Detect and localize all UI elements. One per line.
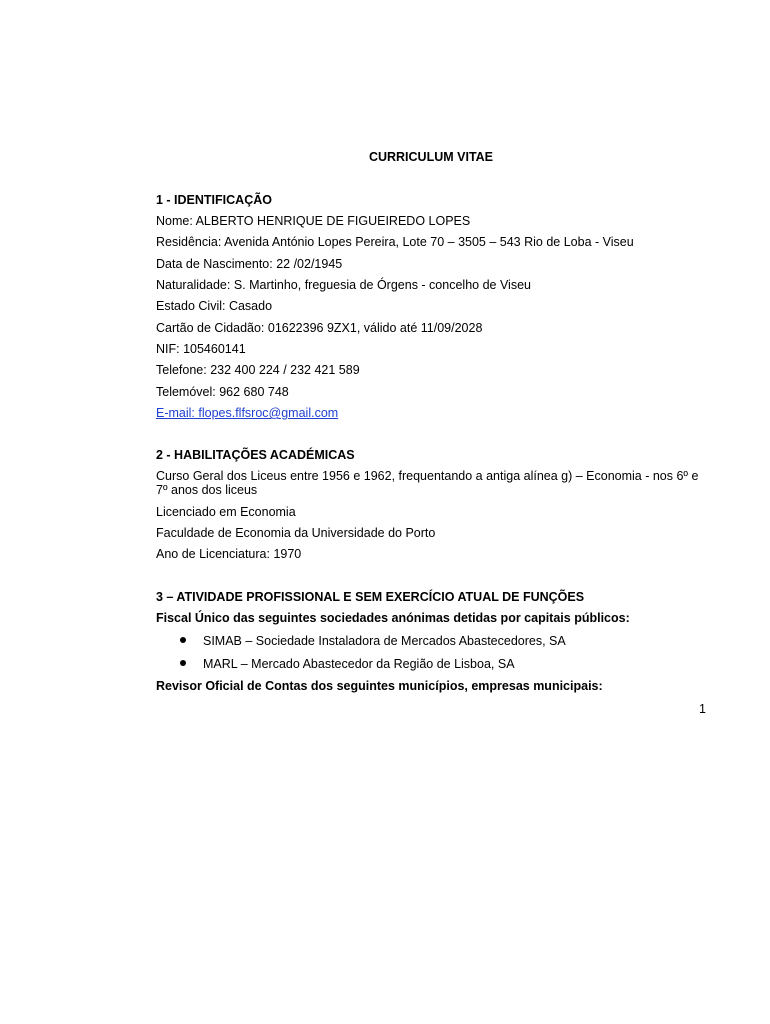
identification-civil-status: Estado Civil: Casado — [156, 299, 273, 313]
section-3-subheading: Fiscal Único das seguintes sociedades anónimas detidas por capitais públicos: — [156, 611, 630, 625]
identification-birthplace: Naturalidade: S. Martinho, freguesia de Órgens - concelho de Viseu — [156, 278, 531, 292]
identification-birthdate: Data de Nascimento: 22 /02/1945 — [156, 257, 343, 271]
email-link[interactable]: E-mail: flopes.flfsroc@gmail.com — [156, 406, 339, 420]
identification-phone: Telefone: 232 400 224 / 232 421 589 — [156, 363, 360, 377]
section-2-heading: 2 - HABILITAÇÕES ACADÉMICAS — [156, 448, 355, 462]
academic-graduation-year: Ano de Licenciatura: 1970 — [156, 547, 302, 561]
bullet-dot — [180, 660, 186, 666]
page-number: 1 — [699, 702, 706, 716]
academic-faculty: Faculdade de Economia da Universidade do Porto — [156, 526, 436, 540]
section-3-heading: 3 – ATIVIDADE PROFISSIONAL E SEM EXERCÍCIO ATUAL DE FUNÇÕES — [156, 590, 585, 604]
academic-degree: Licenciado em Economia — [156, 505, 296, 519]
document-title: CURRICULUM VITAE — [368, 150, 494, 164]
identification-nif: NIF: 105460141 — [156, 342, 246, 356]
identification-citizen-card: Cartão de Cidadão: 01622396 9ZX1, válido até 11/09/2028 — [156, 321, 483, 335]
bullet-dot — [180, 637, 186, 643]
identification-name: Nome: ALBERTO HENRIQUE DE FIGUEIREDO LOPES — [156, 214, 471, 228]
academic-high-school: Curso Geral dos Liceus entre 1956 e 1962, frequentando a antiga alínea g) – Economia - nos 6º e 7º anos dos liceus — [156, 469, 699, 497]
bullet-item-simab: SIMAB – Sociedade Instaladora de Mercados Abastecedores, SA — [203, 634, 566, 648]
bullet-item-marl: MARL – Mercado Abastecedor da Região de Lisboa, SA — [203, 657, 515, 671]
identification-mobile: Telemóvel: 962 680 748 — [156, 385, 289, 399]
identification-residence: Residência: Avenida António Lopes Pereira, Lote 70 – 3505 – 543 Rio de Loba - Viseu — [156, 235, 634, 249]
section-1-heading: 1 - IDENTIFICAÇÃO — [156, 193, 272, 207]
section-3-subheading-2: Revisor Oficial de Contas dos seguintes municípios, empresas municipais: — [156, 679, 603, 693]
